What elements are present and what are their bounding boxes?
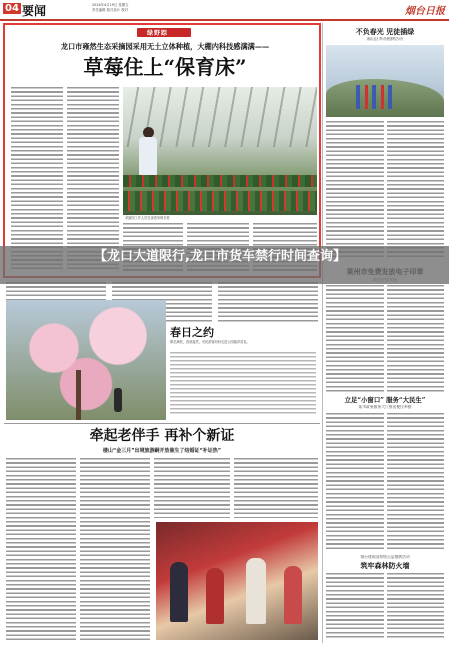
masthead-date bbox=[92, 3, 212, 13]
right-story-1-subhead: 福山区举办植树活动 bbox=[367, 37, 403, 41]
right-story-2-body-b bbox=[387, 285, 444, 393]
lead-body-column-2 bbox=[67, 87, 119, 271]
headline-overlay-banner[interactable] bbox=[0, 246, 449, 284]
right-story-2-body-a bbox=[326, 285, 384, 393]
spring-blossom-photo bbox=[6, 300, 166, 420]
blossom-tree-trunk bbox=[76, 370, 81, 420]
right-story-3-body-b bbox=[387, 413, 444, 551]
spring-feature-caption: 繁花满枝，春意盎然，市民游客纷纷走进公园踏青赏花。 bbox=[170, 340, 250, 344]
worker-body bbox=[139, 137, 157, 175]
photo-person-2 bbox=[206, 568, 224, 624]
bottom-story-subhead: 楼山“金三月”出境旅游嗣开放催生了结婚证“补证热” bbox=[102, 448, 222, 454]
right-story-3-subhead: 某市政务服务大厅推出便民举措 bbox=[358, 405, 412, 409]
headline-overlay-text: 【龙口大道限行,龙口市货车禁行时间查询】 bbox=[94, 249, 346, 264]
planters-group bbox=[356, 85, 396, 109]
photo-person-1 bbox=[170, 562, 188, 622]
masthead-date-line-1: 2024年4月19日 星期五 bbox=[92, 3, 129, 7]
lead-kicker: 绿野踪 bbox=[147, 30, 169, 37]
spring-feature-headline: 春日之约 bbox=[170, 326, 214, 339]
section-rule-bottom bbox=[4, 423, 320, 424]
right-story-4-subhead: 烟台建筑国家级公益植树活动 bbox=[360, 555, 410, 559]
right-story-4-body-a bbox=[326, 573, 384, 639]
certificate-office-photo bbox=[156, 522, 318, 640]
worker-figure bbox=[137, 127, 159, 177]
spring-feature-body bbox=[170, 352, 316, 416]
bottom-body-column-3 bbox=[154, 458, 230, 518]
strawberry-bed-row-2 bbox=[123, 191, 317, 211]
photo-person-4 bbox=[284, 566, 302, 624]
right-story-4-body-b bbox=[387, 573, 444, 639]
lead-subhead: 龙口市雍然生态采摘园采用无土立体种植，大棚内科技感满满—— bbox=[60, 42, 270, 51]
right-column bbox=[324, 23, 446, 643]
bottom-body-column-1 bbox=[6, 458, 76, 642]
right-story-1-body-a bbox=[326, 121, 384, 259]
right-story-4-headline: 筑牢森林防火墙 bbox=[360, 561, 410, 570]
mid-body-column-3 bbox=[218, 282, 318, 322]
lead-headline: 草莓住上“保育床” bbox=[83, 55, 247, 79]
right-story-3-body-a bbox=[326, 413, 384, 551]
greenhouse-photo bbox=[123, 87, 317, 215]
tree-planting-photo bbox=[326, 45, 444, 117]
section-name: 要闻 bbox=[22, 4, 47, 18]
lead-body-column-1 bbox=[11, 87, 63, 271]
masthead-date-line-2: 责任编辑 版式设计 校对 bbox=[92, 7, 129, 12]
photo-person-3 bbox=[246, 558, 266, 624]
bottom-body-column-4 bbox=[234, 458, 318, 518]
column-divider bbox=[322, 23, 323, 643]
right-story-3-headline: 立足“小窗口” 服务“大民生” bbox=[344, 396, 426, 404]
lead-kicker-badge bbox=[137, 28, 191, 37]
page-number: 04 bbox=[5, 3, 19, 14]
strolling-visitor bbox=[114, 388, 122, 412]
bottom-body-column-2 bbox=[80, 458, 150, 642]
strawberry-bed-row-1 bbox=[123, 175, 317, 187]
right-story-1-body-b bbox=[387, 121, 444, 259]
paper-logo: 烟台日报 bbox=[405, 6, 445, 17]
lead-photo-caption: 采摘园工作人员在查看草莓长势 bbox=[125, 216, 170, 220]
masthead-rule bbox=[0, 19, 449, 21]
bottom-story-headline: 牵起老伴手 再补个新证 bbox=[89, 428, 235, 444]
masthead bbox=[0, 0, 449, 22]
right-story-1-headline: 不负春光 児徒插绿 bbox=[355, 27, 415, 36]
lead-story-frame bbox=[3, 23, 321, 278]
